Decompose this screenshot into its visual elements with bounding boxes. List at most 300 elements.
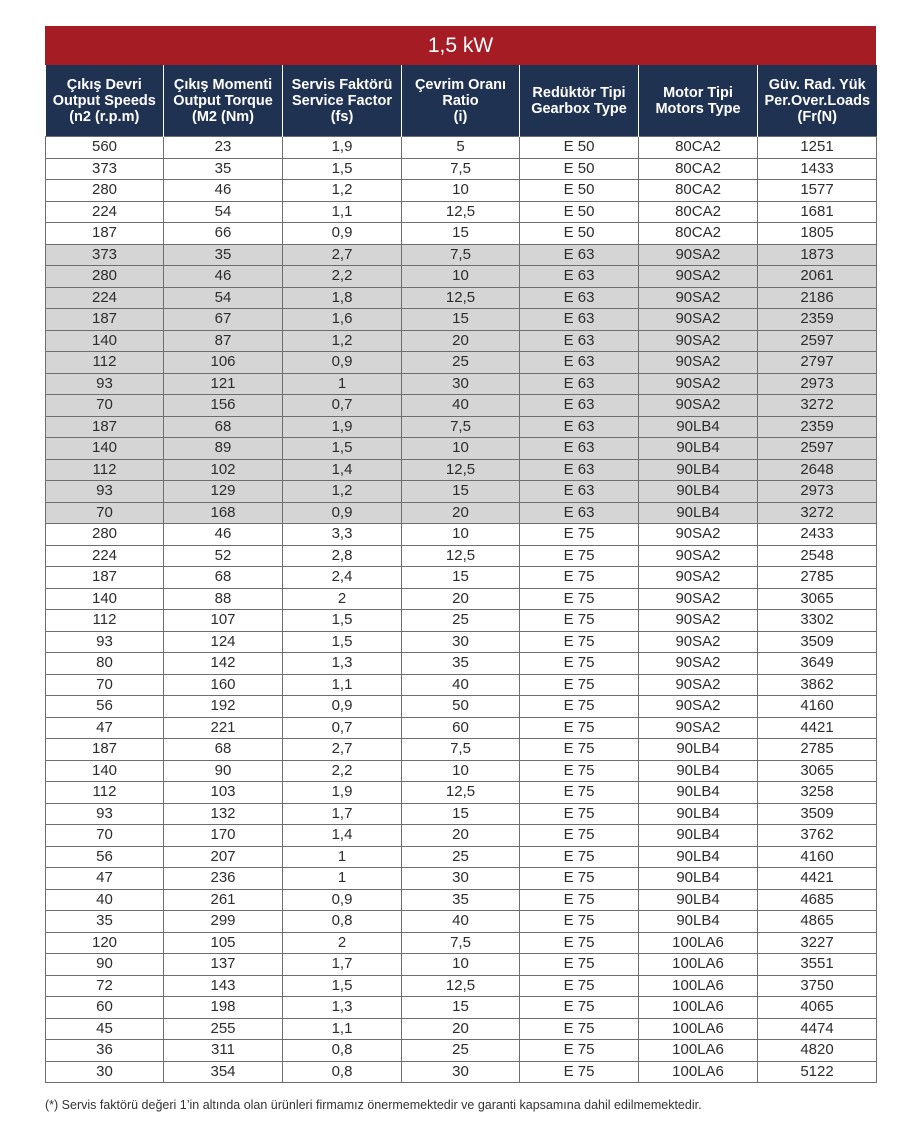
output-speed-cell: 47 bbox=[46, 717, 164, 739]
output-torque-cell: 311 bbox=[164, 1040, 283, 1062]
service-factor-cell: 1,5 bbox=[283, 610, 402, 632]
service-factor-cell: 2,8 bbox=[283, 545, 402, 567]
table-row bbox=[46, 717, 877, 739]
overhung-load-cell: 3258 bbox=[758, 782, 877, 804]
motor-type-cell: 90SA2 bbox=[639, 674, 758, 696]
table-row bbox=[46, 524, 877, 546]
overhung-load-cell: 1433 bbox=[758, 158, 877, 180]
output-speed-cell: 93 bbox=[46, 803, 164, 825]
column-header-unit: (Fr(N) bbox=[797, 108, 837, 125]
output-torque-cell: 89 bbox=[164, 438, 283, 460]
motor-type-cell: 90LB4 bbox=[639, 803, 758, 825]
overhung-load-cell: 3862 bbox=[758, 674, 877, 696]
table-row bbox=[46, 416, 877, 438]
service-factor-cell: 1,9 bbox=[283, 782, 402, 804]
service-factor-cell: 1,1 bbox=[283, 1018, 402, 1040]
table-row bbox=[46, 352, 877, 374]
table-row bbox=[46, 567, 877, 589]
output-torque-cell: 103 bbox=[164, 782, 283, 804]
footnote: (*) Servis faktörü değeri 1’in altında olan ürünleri firmamız önermemektedir ve garanti kapsamına dahil edilmemektedir. bbox=[45, 1098, 702, 1112]
output-speed-cell: 70 bbox=[46, 825, 164, 847]
service-factor-cell: 2,2 bbox=[283, 760, 402, 782]
overhung-load-cell: 4820 bbox=[758, 1040, 877, 1062]
motor-type-cell: 100LA6 bbox=[639, 1061, 758, 1083]
overhung-load-cell: 2785 bbox=[758, 567, 877, 589]
motor-type-cell: 90LB4 bbox=[639, 502, 758, 524]
overhung-load-cell: 4421 bbox=[758, 868, 877, 890]
overhung-load-cell: 4065 bbox=[758, 997, 877, 1019]
motor-type-cell: 90SA2 bbox=[639, 244, 758, 266]
output-speed-cell: 187 bbox=[46, 567, 164, 589]
motor-type-cell: 90SA2 bbox=[639, 524, 758, 546]
motor-type-cell: 100LA6 bbox=[639, 1018, 758, 1040]
gearbox-type-cell: E 63 bbox=[520, 309, 639, 331]
overhung-load-cell: 4421 bbox=[758, 717, 877, 739]
output-torque-cell: 54 bbox=[164, 287, 283, 309]
ratio-cell: 40 bbox=[402, 674, 520, 696]
overhung-load-cell: 1681 bbox=[758, 201, 877, 223]
overhung-load-cell: 2061 bbox=[758, 266, 877, 288]
table-row bbox=[46, 954, 877, 976]
gearbox-type-cell: E 50 bbox=[520, 137, 639, 159]
column-header-output-speed bbox=[46, 65, 164, 137]
output-torque-cell: 121 bbox=[164, 373, 283, 395]
output-torque-cell: 160 bbox=[164, 674, 283, 696]
gearbox-type-cell: E 75 bbox=[520, 674, 639, 696]
column-header-ratio bbox=[402, 65, 520, 137]
table-row bbox=[46, 481, 877, 503]
service-factor-cell: 0,8 bbox=[283, 1061, 402, 1083]
overhung-load-cell: 2359 bbox=[758, 416, 877, 438]
gearbox-type-cell: E 75 bbox=[520, 889, 639, 911]
ratio-cell: 10 bbox=[402, 760, 520, 782]
overhung-load-cell: 3065 bbox=[758, 588, 877, 610]
motor-type-cell: 90LB4 bbox=[639, 438, 758, 460]
service-factor-cell: 1 bbox=[283, 373, 402, 395]
column-header-gearbox-type bbox=[520, 65, 639, 137]
motor-type-cell: 90SA2 bbox=[639, 330, 758, 352]
column-header-motor-type bbox=[639, 65, 758, 137]
table-row bbox=[46, 975, 877, 997]
motor-type-cell: 90LB4 bbox=[639, 846, 758, 868]
gearbox-type-cell: E 75 bbox=[520, 567, 639, 589]
gearbox-type-cell: E 50 bbox=[520, 158, 639, 180]
output-torque-cell: 68 bbox=[164, 416, 283, 438]
column-header-unit: (M2 (Nm) bbox=[191, 108, 255, 125]
table-row bbox=[46, 889, 877, 911]
overhung-load-cell: 2548 bbox=[758, 545, 877, 567]
output-torque-cell: 46 bbox=[164, 524, 283, 546]
motor-type-cell: 80CA2 bbox=[639, 223, 758, 245]
motor-type-cell: 100LA6 bbox=[639, 1040, 758, 1062]
motor-type-cell: 90SA2 bbox=[639, 266, 758, 288]
motor-type-cell: 90SA2 bbox=[639, 352, 758, 374]
table-row bbox=[46, 868, 877, 890]
gearbox-type-cell: E 75 bbox=[520, 911, 639, 933]
column-header-tr: Çıkış Devri bbox=[66, 76, 142, 93]
output-torque-cell: 106 bbox=[164, 352, 283, 374]
service-factor-cell: 2 bbox=[283, 588, 402, 610]
column-header-en: Motors Type bbox=[655, 100, 741, 117]
output-torque-cell: 236 bbox=[164, 868, 283, 890]
column-header-tr: Çıkış Momenti bbox=[173, 76, 273, 93]
service-factor-cell: 1 bbox=[283, 846, 402, 868]
output-speed-cell: 70 bbox=[46, 502, 164, 524]
motor-type-cell: 90SA2 bbox=[639, 696, 758, 718]
overhung-load-cell: 2973 bbox=[758, 373, 877, 395]
output-torque-cell: 142 bbox=[164, 653, 283, 675]
motor-type-cell: 90SA2 bbox=[639, 567, 758, 589]
motor-type-cell: 90SA2 bbox=[639, 717, 758, 739]
gearbox-type-cell: E 63 bbox=[520, 266, 639, 288]
overhung-load-cell: 2433 bbox=[758, 524, 877, 546]
gearbox-type-cell: E 75 bbox=[520, 825, 639, 847]
ratio-cell: 50 bbox=[402, 696, 520, 718]
service-factor-cell: 1,8 bbox=[283, 287, 402, 309]
service-factor-cell: 1 bbox=[283, 868, 402, 890]
output-torque-cell: 107 bbox=[164, 610, 283, 632]
output-torque-cell: 156 bbox=[164, 395, 283, 417]
output-speed-cell: 56 bbox=[46, 846, 164, 868]
output-torque-cell: 221 bbox=[164, 717, 283, 739]
gearbox-type-cell: E 63 bbox=[520, 330, 639, 352]
output-speed-cell: 70 bbox=[46, 395, 164, 417]
table-row bbox=[46, 932, 877, 954]
overhung-load-cell: 1577 bbox=[758, 180, 877, 202]
output-speed-cell: 93 bbox=[46, 481, 164, 503]
ratio-cell: 12,5 bbox=[402, 287, 520, 309]
output-torque-cell: 35 bbox=[164, 158, 283, 180]
gearbox-type-cell: E 75 bbox=[520, 997, 639, 1019]
motor-type-cell: 90SA2 bbox=[639, 287, 758, 309]
gearbox-data-table bbox=[45, 65, 877, 1083]
gearbox-type-cell: E 75 bbox=[520, 717, 639, 739]
output-torque-cell: 198 bbox=[164, 997, 283, 1019]
column-header-unit: (fs) bbox=[330, 108, 354, 125]
service-factor-cell: 0,9 bbox=[283, 352, 402, 374]
motor-type-cell: 90LB4 bbox=[639, 868, 758, 890]
output-speed-cell: 80 bbox=[46, 653, 164, 675]
overhung-load-cell: 3649 bbox=[758, 653, 877, 675]
overhung-load-cell: 4160 bbox=[758, 846, 877, 868]
column-header-en: Per.Over.Loads bbox=[764, 92, 871, 109]
service-factor-cell: 0,8 bbox=[283, 1040, 402, 1062]
table-row bbox=[46, 395, 877, 417]
output-speed-cell: 112 bbox=[46, 459, 164, 481]
overhung-load-cell: 2785 bbox=[758, 739, 877, 761]
output-speed-cell: 60 bbox=[46, 997, 164, 1019]
table-row bbox=[46, 782, 877, 804]
motor-type-cell: 90LB4 bbox=[639, 459, 758, 481]
column-header-tr: Çevrim Oranı bbox=[414, 76, 507, 93]
column-header-tr: Motor Tipi bbox=[663, 84, 733, 101]
table-row bbox=[46, 696, 877, 718]
overhung-load-cell: 4865 bbox=[758, 911, 877, 933]
overhung-load-cell: 3065 bbox=[758, 760, 877, 782]
overhung-load-cell: 3509 bbox=[758, 631, 877, 653]
gearbox-type-cell: E 63 bbox=[520, 352, 639, 374]
overhung-load-cell: 2797 bbox=[758, 352, 877, 374]
ratio-cell: 40 bbox=[402, 911, 520, 933]
overhung-load-cell: 3302 bbox=[758, 610, 877, 632]
service-factor-cell: 0,9 bbox=[283, 502, 402, 524]
motor-type-cell: 90SA2 bbox=[639, 373, 758, 395]
ratio-cell: 25 bbox=[402, 1040, 520, 1062]
output-torque-cell: 68 bbox=[164, 567, 283, 589]
output-torque-cell: 67 bbox=[164, 309, 283, 331]
motor-type-cell: 90SA2 bbox=[639, 588, 758, 610]
output-speed-cell: 187 bbox=[46, 223, 164, 245]
gearbox-type-cell: E 75 bbox=[520, 846, 639, 868]
power-title: 1,5 kW bbox=[45, 26, 876, 65]
output-speed-cell: 112 bbox=[46, 610, 164, 632]
column-header-tr: Redüktör Tipi bbox=[532, 84, 626, 101]
service-factor-cell: 2 bbox=[283, 932, 402, 954]
gearbox-type-cell: E 75 bbox=[520, 545, 639, 567]
output-torque-cell: 192 bbox=[164, 696, 283, 718]
gearbox-type-cell: E 63 bbox=[520, 502, 639, 524]
table-row bbox=[46, 244, 877, 266]
table-row bbox=[46, 588, 877, 610]
service-factor-cell: 1,5 bbox=[283, 158, 402, 180]
service-factor-cell: 1,3 bbox=[283, 997, 402, 1019]
output-torque-cell: 46 bbox=[164, 266, 283, 288]
output-torque-cell: 52 bbox=[164, 545, 283, 567]
motor-type-cell: 90SA2 bbox=[639, 395, 758, 417]
ratio-cell: 15 bbox=[402, 803, 520, 825]
ratio-cell: 10 bbox=[402, 438, 520, 460]
table-row bbox=[46, 825, 877, 847]
ratio-cell: 25 bbox=[402, 610, 520, 632]
table-body bbox=[46, 137, 877, 1083]
output-speed-cell: 224 bbox=[46, 201, 164, 223]
output-torque-cell: 168 bbox=[164, 502, 283, 524]
column-header-en: Output Torque bbox=[173, 92, 273, 109]
table-row bbox=[46, 653, 877, 675]
table-row bbox=[46, 438, 877, 460]
column-header-en: Output Speeds bbox=[52, 92, 156, 109]
table-row bbox=[46, 1040, 877, 1062]
output-torque-cell: 102 bbox=[164, 459, 283, 481]
service-factor-cell: 1,5 bbox=[283, 438, 402, 460]
output-speed-cell: 140 bbox=[46, 760, 164, 782]
gearbox-type-cell: E 75 bbox=[520, 1061, 639, 1083]
ratio-cell: 12,5 bbox=[402, 545, 520, 567]
gearbox-type-cell: E 63 bbox=[520, 481, 639, 503]
output-torque-cell: 66 bbox=[164, 223, 283, 245]
ratio-cell: 20 bbox=[402, 825, 520, 847]
gearbox-type-cell: E 75 bbox=[520, 954, 639, 976]
table-row bbox=[46, 287, 877, 309]
output-torque-cell: 35 bbox=[164, 244, 283, 266]
output-speed-cell: 280 bbox=[46, 180, 164, 202]
gearbox-type-cell: E 50 bbox=[520, 223, 639, 245]
output-torque-cell: 170 bbox=[164, 825, 283, 847]
output-speed-cell: 40 bbox=[46, 889, 164, 911]
output-speed-cell: 56 bbox=[46, 696, 164, 718]
ratio-cell: 12,5 bbox=[402, 459, 520, 481]
overhung-load-cell: 2186 bbox=[758, 287, 877, 309]
ratio-cell: 15 bbox=[402, 481, 520, 503]
gearbox-type-cell: E 75 bbox=[520, 588, 639, 610]
table-row bbox=[46, 459, 877, 481]
output-speed-cell: 373 bbox=[46, 158, 164, 180]
gearbox-type-cell: E 75 bbox=[520, 696, 639, 718]
ratio-cell: 7,5 bbox=[402, 158, 520, 180]
output-speed-cell: 93 bbox=[46, 631, 164, 653]
service-factor-cell: 0,7 bbox=[283, 717, 402, 739]
output-torque-cell: 105 bbox=[164, 932, 283, 954]
gearbox-type-cell: E 75 bbox=[520, 868, 639, 890]
output-speed-cell: 140 bbox=[46, 330, 164, 352]
output-torque-cell: 87 bbox=[164, 330, 283, 352]
gearbox-type-cell: E 63 bbox=[520, 244, 639, 266]
ratio-cell: 12,5 bbox=[402, 782, 520, 804]
column-header-en: Ratio bbox=[442, 92, 479, 109]
table-row bbox=[46, 309, 877, 331]
column-header-unit: (n2 (r.p.m) bbox=[69, 108, 140, 125]
table-row bbox=[46, 223, 877, 245]
ratio-cell: 35 bbox=[402, 653, 520, 675]
table-row bbox=[46, 373, 877, 395]
output-speed-cell: 72 bbox=[46, 975, 164, 997]
output-speed-cell: 112 bbox=[46, 782, 164, 804]
service-factor-cell: 1,5 bbox=[283, 631, 402, 653]
gearbox-type-cell: E 63 bbox=[520, 416, 639, 438]
ratio-cell: 10 bbox=[402, 180, 520, 202]
output-speed-cell: 187 bbox=[46, 309, 164, 331]
ratio-cell: 25 bbox=[402, 352, 520, 374]
service-factor-cell: 2,7 bbox=[283, 739, 402, 761]
ratio-cell: 7,5 bbox=[402, 416, 520, 438]
ratio-cell: 20 bbox=[402, 1018, 520, 1040]
motor-type-cell: 90LB4 bbox=[639, 889, 758, 911]
output-torque-cell: 124 bbox=[164, 631, 283, 653]
gearbox-type-cell: E 75 bbox=[520, 1018, 639, 1040]
output-speed-cell: 560 bbox=[46, 137, 164, 159]
table-row bbox=[46, 137, 877, 159]
table-row bbox=[46, 760, 877, 782]
ratio-cell: 30 bbox=[402, 631, 520, 653]
output-speed-cell: 36 bbox=[46, 1040, 164, 1062]
ratio-cell: 5 bbox=[402, 137, 520, 159]
overhung-load-cell: 1805 bbox=[758, 223, 877, 245]
output-torque-cell: 46 bbox=[164, 180, 283, 202]
table-row bbox=[46, 674, 877, 696]
output-torque-cell: 261 bbox=[164, 889, 283, 911]
table-row bbox=[46, 631, 877, 653]
overhung-load-cell: 5122 bbox=[758, 1061, 877, 1083]
overhung-load-cell: 3509 bbox=[758, 803, 877, 825]
table-row bbox=[46, 803, 877, 825]
motor-type-cell: 90SA2 bbox=[639, 309, 758, 331]
table-row bbox=[46, 266, 877, 288]
motor-type-cell: 90LB4 bbox=[639, 825, 758, 847]
table-row bbox=[46, 545, 877, 567]
motor-type-cell: 90LB4 bbox=[639, 739, 758, 761]
output-speed-cell: 224 bbox=[46, 545, 164, 567]
service-factor-cell: 2,7 bbox=[283, 244, 402, 266]
ratio-cell: 20 bbox=[402, 502, 520, 524]
ratio-cell: 12,5 bbox=[402, 975, 520, 997]
overhung-load-cell: 2597 bbox=[758, 438, 877, 460]
output-speed-cell: 224 bbox=[46, 287, 164, 309]
table-row bbox=[46, 911, 877, 933]
column-header-service-factor bbox=[283, 65, 402, 137]
service-factor-cell: 3,3 bbox=[283, 524, 402, 546]
output-torque-cell: 23 bbox=[164, 137, 283, 159]
ratio-cell: 15 bbox=[402, 567, 520, 589]
service-factor-cell: 1,4 bbox=[283, 459, 402, 481]
overhung-load-cell: 4160 bbox=[758, 696, 877, 718]
service-factor-cell: 0,9 bbox=[283, 223, 402, 245]
output-speed-cell: 70 bbox=[46, 674, 164, 696]
table-header-row bbox=[46, 65, 877, 137]
gearbox-type-cell: E 75 bbox=[520, 975, 639, 997]
gearbox-type-cell: E 75 bbox=[520, 631, 639, 653]
service-factor-cell: 1,9 bbox=[283, 416, 402, 438]
gearbox-type-cell: E 63 bbox=[520, 373, 639, 395]
output-speed-cell: 112 bbox=[46, 352, 164, 374]
motor-type-cell: 90SA2 bbox=[639, 653, 758, 675]
motor-type-cell: 90SA2 bbox=[639, 545, 758, 567]
column-header-unit: (i) bbox=[453, 108, 468, 125]
output-speed-cell: 280 bbox=[46, 266, 164, 288]
motor-type-cell: 100LA6 bbox=[639, 997, 758, 1019]
output-speed-cell: 187 bbox=[46, 739, 164, 761]
table-row bbox=[46, 846, 877, 868]
table-row bbox=[46, 158, 877, 180]
ratio-cell: 40 bbox=[402, 395, 520, 417]
motor-type-cell: 80CA2 bbox=[639, 180, 758, 202]
service-factor-cell: 0,9 bbox=[283, 696, 402, 718]
service-factor-cell: 1,4 bbox=[283, 825, 402, 847]
gearbox-type-cell: E 50 bbox=[520, 180, 639, 202]
motor-type-cell: 90LB4 bbox=[639, 481, 758, 503]
gearbox-type-cell: E 63 bbox=[520, 395, 639, 417]
service-factor-cell: 0,8 bbox=[283, 911, 402, 933]
column-header-tr: Güv. Rad. Yük bbox=[768, 76, 866, 93]
gearbox-type-cell: E 75 bbox=[520, 610, 639, 632]
output-torque-cell: 143 bbox=[164, 975, 283, 997]
output-torque-cell: 255 bbox=[164, 1018, 283, 1040]
output-speed-cell: 90 bbox=[46, 954, 164, 976]
motor-type-cell: 90LB4 bbox=[639, 416, 758, 438]
ratio-cell: 15 bbox=[402, 309, 520, 331]
output-torque-cell: 54 bbox=[164, 201, 283, 223]
ratio-cell: 30 bbox=[402, 1061, 520, 1083]
ratio-cell: 20 bbox=[402, 588, 520, 610]
gearbox-type-cell: E 75 bbox=[520, 524, 639, 546]
motor-type-cell: 80CA2 bbox=[639, 201, 758, 223]
ratio-cell: 7,5 bbox=[402, 244, 520, 266]
output-speed-cell: 35 bbox=[46, 911, 164, 933]
motor-type-cell: 90LB4 bbox=[639, 760, 758, 782]
overhung-load-cell: 2359 bbox=[758, 309, 877, 331]
overhung-load-cell: 2973 bbox=[758, 481, 877, 503]
overhung-load-cell: 1251 bbox=[758, 137, 877, 159]
ratio-cell: 7,5 bbox=[402, 739, 520, 761]
column-header-overhung-load bbox=[758, 65, 877, 137]
service-factor-cell: 1,2 bbox=[283, 180, 402, 202]
column-header-tr: Servis Faktörü bbox=[291, 76, 393, 93]
column-header-en: Gearbox Type bbox=[531, 100, 627, 117]
output-torque-cell: 132 bbox=[164, 803, 283, 825]
ratio-cell: 15 bbox=[402, 997, 520, 1019]
overhung-load-cell: 3227 bbox=[758, 932, 877, 954]
output-speed-cell: 140 bbox=[46, 588, 164, 610]
gearbox-type-cell: E 75 bbox=[520, 653, 639, 675]
